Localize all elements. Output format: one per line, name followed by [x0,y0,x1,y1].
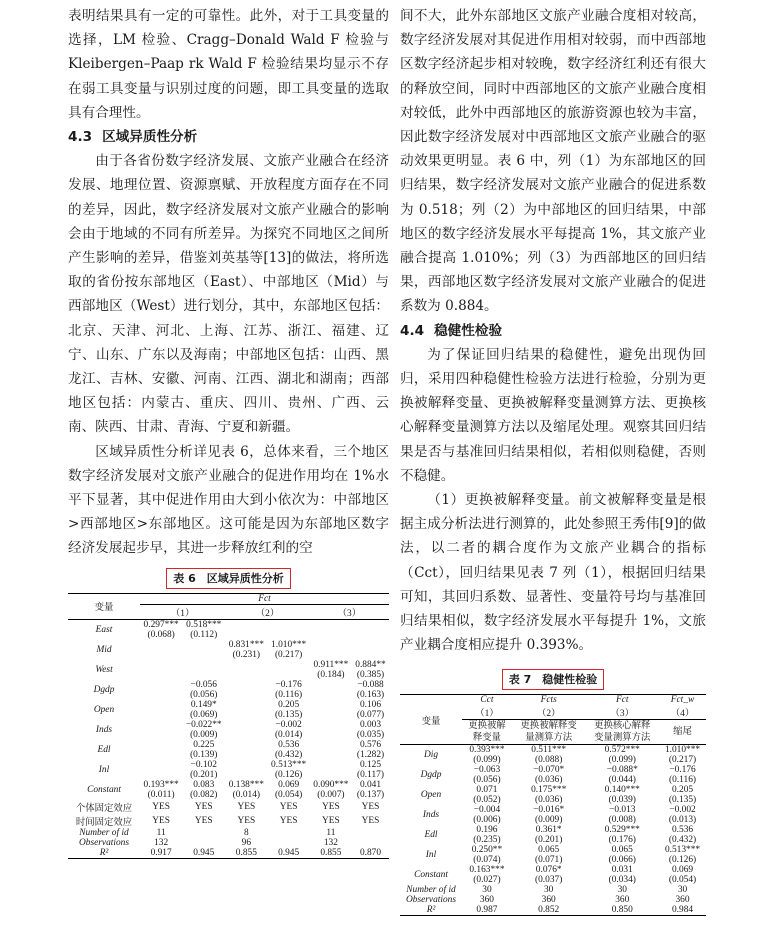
coef-cell: 0.003 [359,719,382,730]
coef-cell: −0.063 [473,765,501,776]
right-paragraph-2: （1）更换被解释变量。前文被解释变量是根据主成分析法进行测算的，此处参照王秀伟[9]的做法，以二者的耦合度作为文旅产业耦合的指标（Cct），回归结果见表 7 列（1），根据回归结果可知，其回归系数、显著性、变量符号均与基准回归结果相似，数字经济发展水平每提升 1%，文旅产业耦合度相应提升 0.393%。 [400,492,706,654]
table7-col-desc [462,720,512,745]
stat-cell: 360 [479,895,494,906]
coef-cell: 0.511*** [531,745,567,756]
se-cell [267,670,309,680]
se-cell: (0.116) [275,689,303,700]
stat-cell: 360 [615,895,630,906]
row-label: Dgdp [420,770,442,781]
coef-cell: 0.149* [190,699,217,710]
se-cell [310,750,352,760]
coef-cell [310,720,352,730]
coef-cell: −0.102 [190,759,217,770]
coef-cell: 0.041 [359,779,382,790]
coef-cell: 0.911*** [313,659,349,670]
table7-dep-1: Cct [480,695,494,706]
se-cell: (0.074) [473,855,501,866]
se-cell: (0.069) [190,709,218,720]
row-label: Open [420,790,442,801]
stat-cell: 30 [543,885,554,896]
table6-caption: 表 6 区域异质性分析 [166,568,290,589]
stat-cell: 0.917 [150,847,172,858]
coef-cell [225,720,267,730]
row-label: R² [426,905,436,916]
se-cell: (0.117) [357,769,384,780]
se-cell [352,630,389,640]
stat-cell: YES [361,815,380,826]
stat-cell: 0.852 [538,905,560,916]
coef-cell: 0.083 [193,779,215,790]
se-cell [225,730,267,740]
row-label: West [95,664,113,675]
section-title: 区域异质性分析 [102,129,198,146]
stat-cell: YES [322,801,340,812]
coef-cell: 0.297*** [143,619,179,630]
row-label: Inds [95,724,113,735]
stat-cell: 0.855 [320,847,342,858]
se-cell: (0.077) [356,709,385,720]
table-row [68,660,389,670]
table7-col-3: （3） [585,705,659,720]
se-cell: (0.056) [473,775,501,786]
coef-cell: −0.088* [606,765,638,776]
se-cell: (0.112) [190,629,218,640]
se-cell: (0.036) [535,795,563,806]
row-label: East [95,624,113,635]
stat-cell: YES [237,815,256,826]
se-cell [140,690,182,700]
row-label: Edl [97,744,111,755]
coef-cell [140,760,182,770]
se-cell: (0.014) [274,729,303,740]
stat-cell: 0.987 [476,905,498,916]
left-paragraph-0: 表明结果具有一定的可靠性。此外，对于工具变量的选择，LM 检验、Cragg–Donald Wald F 检验与 Kleibergen–Paap rk Wald F 检验结果均显示不存在弱工具变量与识别过度的问题，即工具变量的选取具有合理性。 [68,8,389,121]
right-paragraph-0: 间不大，此外东部地区文旅产业融合度相对较高，数字经济发展对其促进作用相对较弱，而中西部地区数字经济起步相对较晚，数字经济红利还有很大的释放空间，同时中西部地区的文旅产业融合度相对较低，此外中西部地区的旅游资源也较为丰富，因此数字经济发展对中西部地区文旅产业融合的驱动效果更明显。表 6 中，列（1）为东部地区的回归结果，数字经济发展对文旅产业融合的促进系数为 0.518；列（2）为中部地区的回归结果，中部地区的数字经济发展水平每提高 1%，其文旅产业融合提高 1.010%；列（3）为西部地区的回归结果，西部地区数字经济发展对文旅产业融合的促进系数为 0.884。 [400,8,706,315]
se-cell [225,670,267,680]
se-cell: (0.007) [317,789,345,800]
coef-cell [182,660,225,670]
coef-cell: 0.225 [193,739,215,750]
stat-cell [182,828,225,838]
table6-dep-var: Fct [140,593,389,604]
coef-cell [352,619,389,630]
table-row-footer [400,905,706,916]
se-cell [267,630,309,640]
table-row-footer [400,895,706,905]
stat-cell: 11 [156,827,166,838]
coef-cell: −0.022** [185,719,222,730]
stat-cell: 30 [677,885,688,896]
se-cell [140,770,182,780]
table-row [68,619,389,630]
coef-cell: 1.010*** [271,639,307,650]
se-cell [182,670,225,680]
se-cell: (0.039) [608,795,636,806]
coef-cell [310,680,352,690]
se-cell [310,650,352,660]
coef-cell: 0.393*** [469,745,505,756]
coef-cell: 0.138*** [228,779,264,790]
coef-cell [225,619,267,630]
coef-cell [140,660,182,670]
coef-cell: −0.176 [275,679,302,690]
table7-caption-box [400,665,706,690]
coef-cell: 0.361* [535,825,562,836]
desc-line: 更换被解 [468,721,506,732]
stat-cell: YES [152,815,170,826]
table7-col-desc [512,720,586,745]
table-row [68,700,389,710]
desc-line: 更换被解释变 [520,721,577,732]
coef-cell: 0.071 [476,785,498,796]
se-cell: (0.034) [608,875,636,886]
coef-cell: −0.070* [533,765,565,776]
se-cell: (0.432) [274,749,303,760]
coef-cell: 0.205 [671,785,694,796]
se-cell: (0.116) [669,775,697,786]
se-cell: (0.231) [232,649,261,660]
row-label: Mid [96,644,112,655]
se-cell: (0.135) [274,709,303,720]
stat-cell: 30 [617,885,627,896]
desc-line: 量测算方法 [525,733,573,744]
se-cell: (0.066) [608,855,636,866]
coef-cell: 0.069 [671,865,694,876]
left-column [68,4,389,859]
coef-cell: 0.106 [359,699,382,710]
se-cell: (0.201) [535,835,563,846]
stat-cell: 360 [675,895,690,906]
coef-cell: 0.831*** [228,639,264,650]
se-cell: (0.099) [473,755,501,766]
coef-cell [310,740,352,750]
coef-cell: 0.065 [611,845,633,856]
row-label: Constant [414,870,448,881]
se-cell [140,730,182,740]
desc-line: 变量测算方法 [594,733,651,744]
se-cell [182,650,225,660]
table-row [400,825,706,835]
coef-cell: 0.205 [278,699,300,710]
se-cell [352,650,389,660]
stat-cell [267,838,309,848]
right-column [400,4,706,916]
se-cell: (0.037) [535,875,563,886]
table-row-footer [68,814,389,828]
se-cell: (0.068) [147,629,175,640]
se-cell: (0.013) [668,815,697,826]
coef-cell [310,760,352,770]
stat-cell: YES [194,815,213,826]
coef-cell: 0.536 [278,739,300,750]
table-row [68,720,389,730]
coef-cell: 0.140*** [604,785,640,796]
se-cell: (1.282) [356,749,385,760]
stat-cell: YES [279,801,298,812]
table7-dep-4: Fct_w [670,695,695,706]
se-cell: (0.006) [473,815,501,826]
coef-cell [140,720,182,730]
stat-cell [267,828,309,838]
stat-cell [352,838,389,848]
table7-col-2: （2） [512,705,586,720]
coef-cell [140,680,182,690]
coef-cell: 0.884** [355,659,386,670]
se-cell: (0.088) [535,755,563,766]
se-cell: (0.014) [232,789,261,800]
se-cell: (0.056) [190,689,218,700]
table-row [68,780,389,790]
se-cell [225,690,267,700]
se-cell: (0.385) [356,669,385,680]
coef-cell [225,700,267,710]
table7-caption: 表 7 稳健性检验 [502,669,604,690]
se-cell: (0.217) [274,649,303,660]
coef-cell [225,660,267,670]
coef-cell: −0.002 [669,805,696,816]
se-cell [310,770,352,780]
se-cell [225,710,267,720]
coef-cell [267,660,309,670]
se-cell: (0.009) [535,815,563,826]
table7-col-desc [585,720,659,745]
table-row [68,640,389,650]
coef-cell: −0.016* [533,805,565,816]
se-cell [310,710,352,720]
coef-cell: 0.196 [476,825,498,836]
se-cell: (0.126) [274,769,303,780]
row-label: Inl [425,850,437,861]
coef-cell: 0.163*** [469,865,505,876]
section-number: 4.4 [400,322,425,339]
coef-cell: 0.518*** [186,619,222,630]
coef-cell [225,760,267,770]
coef-cell: 0.536 [671,825,694,836]
se-cell: (0.184) [317,669,345,680]
table-row-footer [68,800,389,814]
se-cell: (0.054) [274,789,303,800]
table-row-footer [68,828,389,838]
stat-cell: YES [361,801,380,812]
desc-line: 释变量 [472,733,502,744]
coef-cell [140,700,182,710]
table-row [400,805,706,815]
coef-cell: 0.076* [535,865,562,876]
table7-col-1: （1） [462,705,512,720]
table-row [400,785,706,795]
coef-cell [182,640,225,650]
table6-caption-box [68,564,389,589]
table-row-footer [68,838,389,848]
left-paragraph-1: 由于各省份数字经济发展、文旅产业融合在经济发展、地理位置、资源禀赋、开放程度方面存在不同的差异，因此，数字经济发展对文旅产业融合的影响会由于地域的不同有所差异。为探究不同地区之间所产生影响的差异，借鉴刘英基等[13]的做法，将所选取的省份按东部地区（East）、中部地区（Mid）与西部地区（West）进行划分，其中，东部地区包括：北京、天津、河北、上海、江苏、浙江、福建、辽宁、山东、广东以及海南；中部地区包括：山西、黑龙江、吉林、安徽、河南、江西、湖北和湖南；西部地区包括：内蒙古、重庆、四川、贵州、广西、云南、陕西、甘肃、青海、宁夏和新疆。 [68,153,389,436]
se-cell: (0.071) [535,855,563,866]
se-cell: (0.099) [608,755,636,766]
coef-cell [140,640,182,650]
table-row-footer [68,848,389,859]
stat-cell: 0.945 [193,847,215,858]
stat-cell: 30 [482,885,492,896]
se-cell [225,630,267,640]
row-label: 时间固定效应 [75,817,133,828]
table7-col-4: （4） [659,705,706,720]
coef-cell [310,700,352,710]
coef-cell: −0.088 [357,679,384,690]
coef-cell: 0.065 [538,845,560,856]
table-row [400,845,706,855]
coef-cell: 0.125 [359,759,382,770]
table6-var-header: 变量 [94,603,114,614]
se-cell [140,710,182,720]
desc-line: 缩尾 [673,727,692,738]
coef-cell: 0.529*** [604,825,640,836]
se-cell: (0.008) [608,815,636,826]
table7 [400,694,706,916]
coef-cell: 0.513*** [664,845,701,856]
coef-cell: 0.175*** [531,785,567,796]
stat-cell: 132 [154,837,169,848]
table7-dep-3: Fct [616,695,629,706]
row-label: Edl [424,830,438,841]
coef-cell: 0.572*** [604,745,640,756]
se-cell [310,690,352,700]
coef-cell [225,680,267,690]
desc-line: 更换核心解释 [594,721,651,732]
se-cell [310,730,352,740]
row-label: Constant [87,784,121,795]
table6-col-2: （2） [255,608,280,619]
coef-cell: 0.031 [611,865,633,876]
coef-cell: 1.010*** [664,745,701,756]
se-cell: (0.054) [668,875,697,886]
se-cell: (0.137) [356,789,385,800]
section-number: 4.3 [68,129,93,146]
section-heading-4-4 [400,319,706,343]
coef-cell: −0.176 [669,765,696,776]
se-cell: (0.009) [190,729,218,740]
stat-cell: 0.984 [671,905,694,916]
table6 [68,593,389,859]
se-cell: (0.176) [608,835,636,846]
table6-col-1: （1） [170,608,195,619]
row-label: Number of id [406,885,456,896]
table6-col-3: （3） [337,608,362,619]
row-label: Inl [98,764,110,775]
stat-cell: 0.850 [611,905,633,916]
row-label: Inds [422,810,440,821]
stat-cell: YES [279,815,298,826]
se-cell: (0.082) [190,789,218,800]
row-label: 个体固定效应 [75,803,133,814]
coef-cell: −0.002 [275,719,302,730]
stat-cell: 11 [326,827,336,838]
row-label: Open [93,704,115,715]
row-label: Observations [79,837,129,848]
coef-cell: 0.576 [359,739,382,750]
se-cell: (0.044) [608,775,636,786]
coef-cell [352,640,389,650]
coef-cell: 0.193*** [143,779,179,790]
se-cell: (0.135) [668,795,697,806]
table-row [400,745,706,756]
se-cell [310,630,352,640]
se-cell: (0.027) [473,875,501,886]
se-cell: (0.235) [473,835,501,846]
table7-var-header: 变量 [421,716,441,727]
coef-cell [225,740,267,750]
stat-cell: 0.870 [359,847,382,858]
row-label: R² [99,847,109,858]
se-cell: (0.036) [535,775,563,786]
se-cell [140,650,182,660]
coef-cell: 0.513*** [271,759,307,770]
se-cell: (0.432) [668,835,697,846]
se-cell: (0.052) [473,795,501,806]
stat-cell [182,838,225,848]
se-cell: (0.126) [668,855,697,866]
table-row [68,760,389,770]
se-cell: (0.035) [356,729,385,740]
row-label: Number of id [79,827,129,838]
section-heading-4-3 [68,125,389,149]
left-paragraph-2: 区域异质性分析详见表 6，总体来看，三个地区数字经济发展对文旅产业融合的促进作用均在 1%水平下显著，其中促进作用由大到小依次为：中部地区>西部地区>东部地区。这可能是因为东部地区数字经济发展起步早，其进一步释放红利的空 [68,443,389,557]
coef-cell: 0.069 [278,779,300,790]
se-cell: (0.139) [190,749,218,760]
coef-cell [310,619,352,630]
table-row-footer [400,885,706,895]
table-row [400,765,706,775]
table7-col-desc [659,720,706,745]
stat-cell: YES [194,801,213,812]
se-cell [225,750,267,760]
table-row [68,680,389,690]
stat-cell: 96 [241,837,252,848]
stat-cell: 0.855 [235,847,257,858]
coef-cell [310,640,352,650]
table7-dep-2: Fcts [540,695,557,706]
stat-cell [352,828,389,838]
stat-cell: 132 [323,837,338,848]
se-cell [140,750,182,760]
coef-cell: −0.056 [190,679,217,690]
coef-cell: −0.013 [609,805,636,816]
row-label: Dgdp [93,684,115,695]
se-cell: (0.217) [668,755,697,766]
stat-cell: 360 [541,895,556,906]
row-label: Observations [406,895,456,906]
se-cell: (0.201) [190,769,218,780]
section-title: 稳健性检验 [434,322,503,339]
se-cell: (0.163) [356,689,385,700]
coef-cell [267,619,309,630]
coef-cell: −0.004 [473,805,501,816]
coef-cell [140,740,182,750]
coef-cell: 0.250** [471,845,503,856]
stat-cell: YES [237,801,256,812]
table-row [400,865,706,875]
stat-cell: 8 [244,827,249,838]
stat-cell: YES [322,815,340,826]
stat-cell: 0.945 [278,847,300,858]
row-label: Dig [423,750,439,761]
table-row [68,740,389,750]
right-paragraph-1: 为了保证回归结果的稳健性，避免出现伪回归，采用四种稳健性检验方法进行检验，分别为更换被解释变量、更换被解释变量测算方法、更换核心解释变量测算方法以及缩尾处理。观察其回归结果是否与基准回归结果相似，若相似则稳健，否则不稳健。 [400,346,706,484]
stat-cell: YES [152,801,170,812]
se-cell [140,670,182,680]
se-cell [225,770,267,780]
se-cell: (0.011) [147,789,175,800]
coef-cell: 0.090*** [313,779,349,790]
